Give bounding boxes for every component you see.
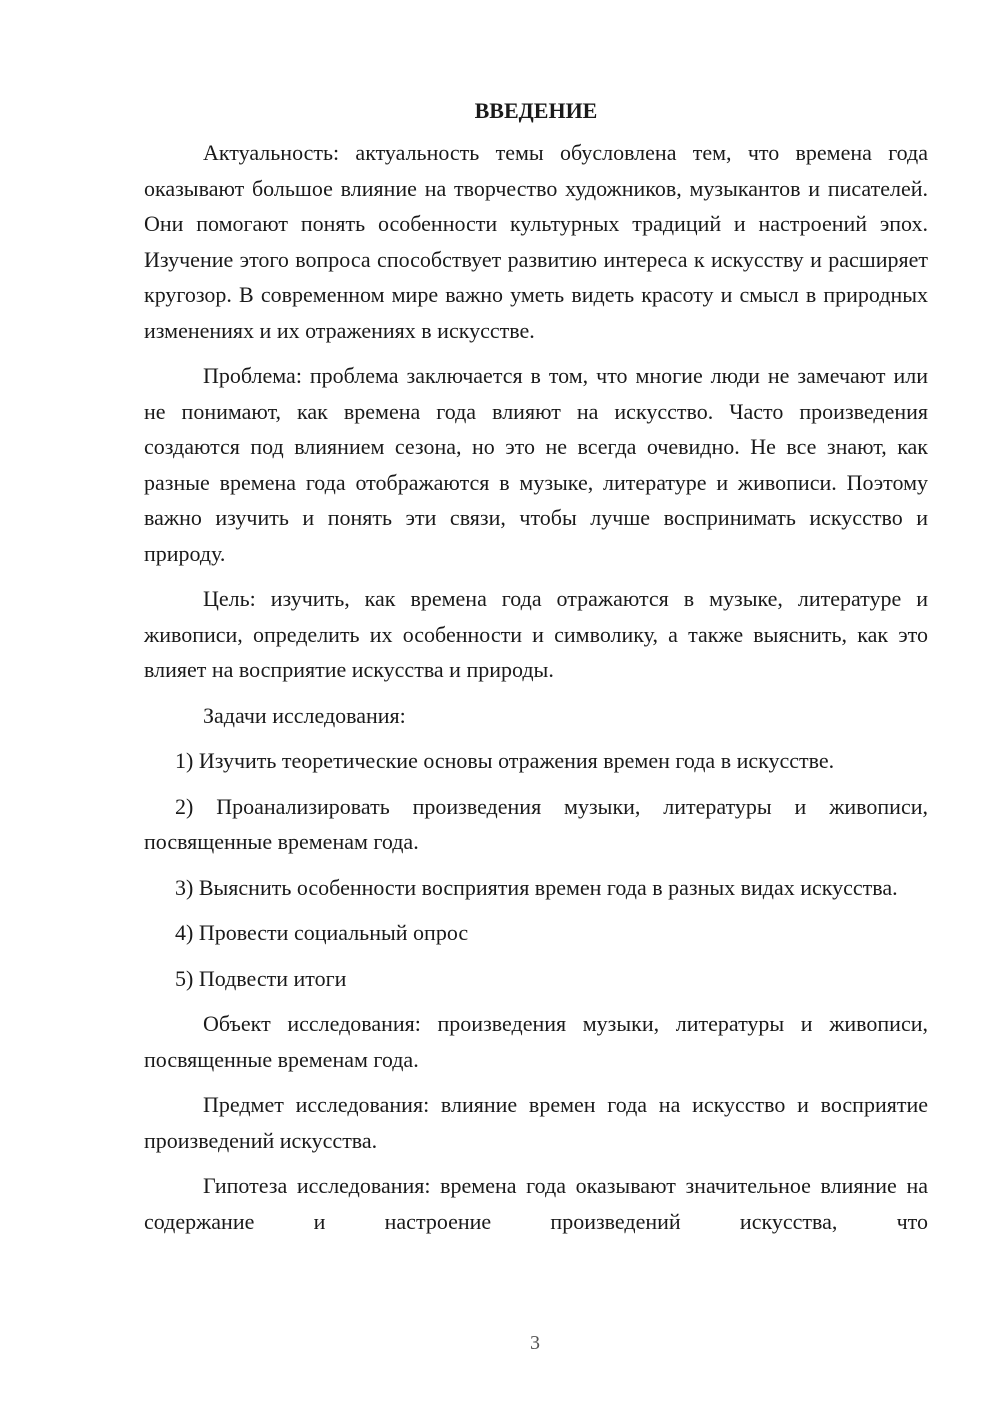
task-item: 1) Изучить теоретические основы отражения времен года в искусстве. (175, 748, 835, 773)
document-page (144, 96, 928, 1249)
problem-paragraph: Проблема: проблема заключается в том, что многие люди не замечают или не понимают, как времена года влияют на искусство. Часто произведения создаются под влиянием сезона, но это не всегда очевидно. Не все знают, как разные времена года отображаются в музыке, литературе и живописи. Поэтому важно изучить и понять эти связи, чтобы лучше воспринимать искусство и природу. (144, 363, 928, 566)
page-number: 3 (530, 1332, 540, 1354)
task-item: 2) Проанализировать произведения музыки, литературы и живописи, посвященные временам года. (144, 793, 928, 854)
task-item: 4) Провести социальный опрос (175, 920, 469, 945)
section-heading: ВВЕДЕНИЕ (474, 98, 598, 123)
goal-paragraph: Цель: изучить, как времена года отражаются в музыке, литературе и живописи, определить их особенности и символику, а также выяснить, как это влияет на восприятие искусства и природы. (144, 586, 928, 682)
object-paragraph: Объект исследования: произведения музыки, литературы и живописи, посвященные временам года. (144, 1011, 928, 1072)
tasks-title: Задачи исследования: (203, 702, 406, 728)
hypothesis-paragraph: Гипотеза исследования: времена года оказывают значительное влияние на содержание и настроение произведений искусства, что (144, 1173, 928, 1234)
subject-paragraph: Предмет исследования: влияние времен года на искусство и восприятие произведений искусства. (144, 1092, 928, 1153)
task-item: 3) Выяснить особенности восприятия времен года в разных видах искусства. (175, 874, 898, 900)
relevance-paragraph: Актуальность: актуальность темы обусловлена тем, что времена года оказывают большое влияние на творчество художников, музыкантов и писателей. Они помогают понять особенности культурных традиций и настроений эпох. Изучение этого вопроса способствует развитию интереса к искусству и расширяет кругозор. В современном мире важно уметь видеть красоту и смысл в природных изменениях и их отражениях в искусстве. (144, 140, 928, 343)
task-item: 5) Подвести итоги (175, 965, 347, 991)
